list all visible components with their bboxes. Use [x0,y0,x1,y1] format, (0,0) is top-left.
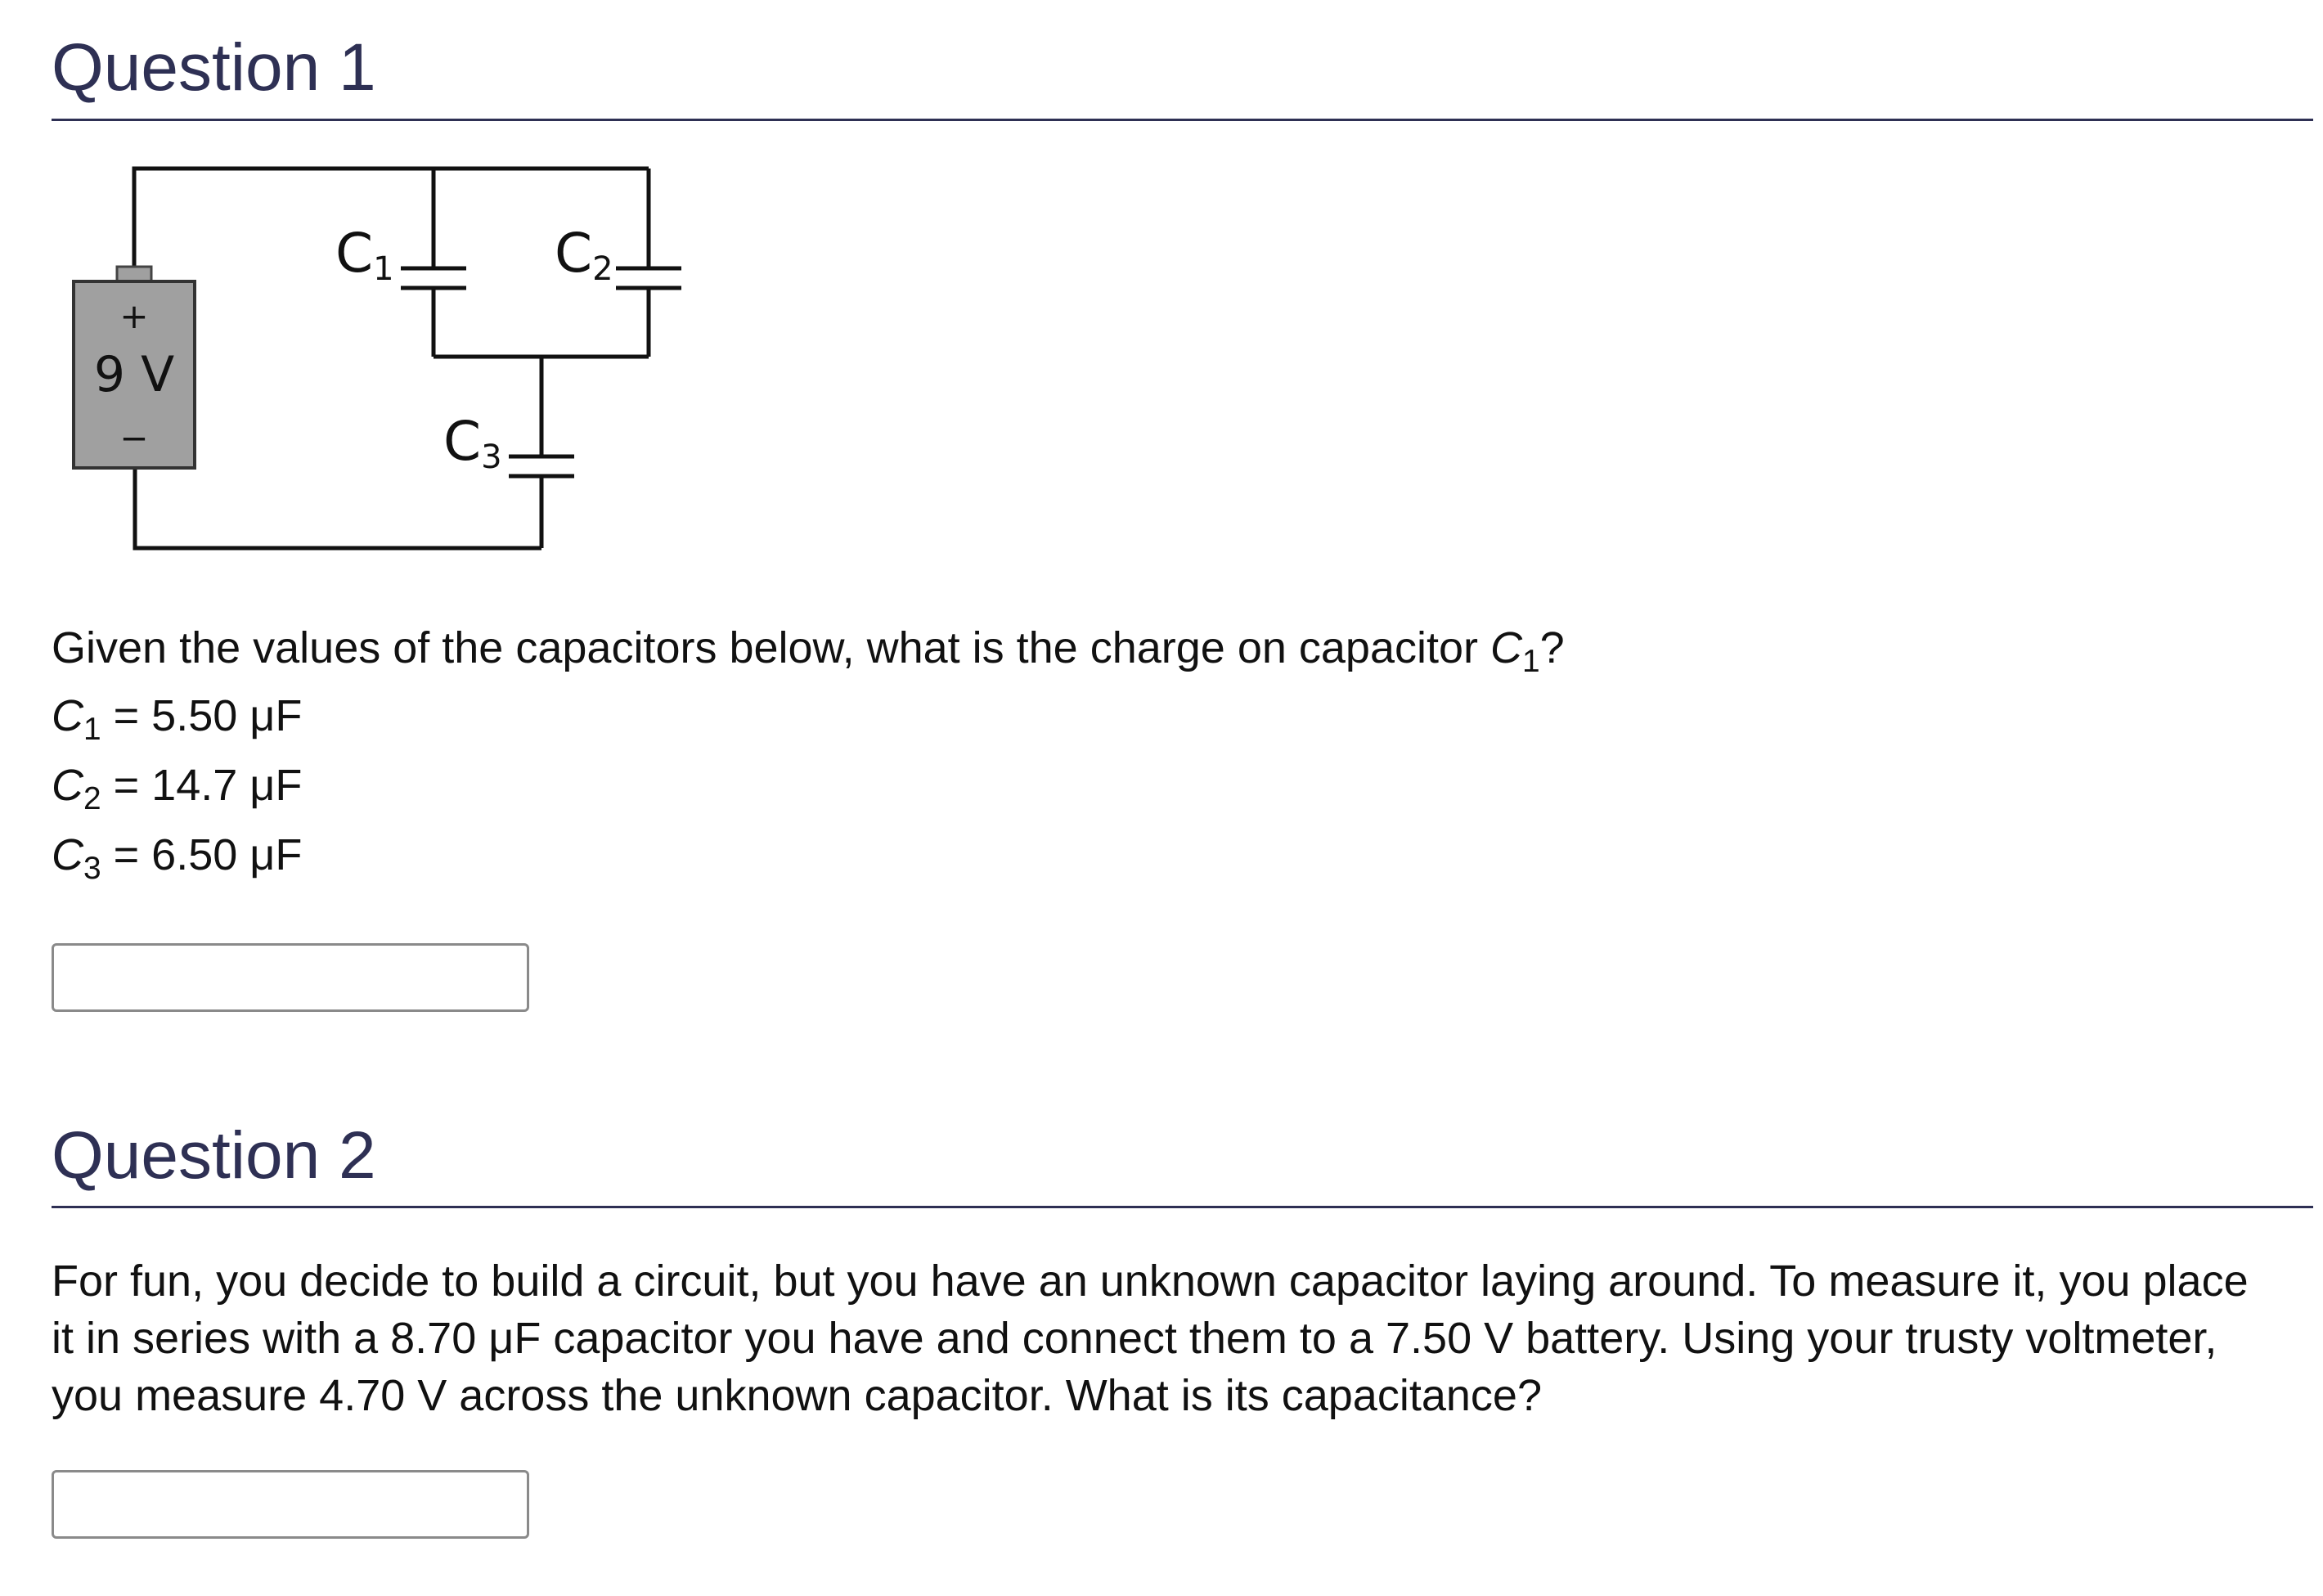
c2-label [555,222,613,288]
value-subscript: 2 [83,780,101,816]
c2-label-letter: C [555,222,593,285]
value-variable: C [52,761,83,810]
question-2-line-2: it in series with a 8.70 μF capacitor you have and connect them to a 7.50 V battery. Using your trusty voltmeter, [52,1314,2217,1363]
battery-voltage-label: 9 V [93,346,175,403]
capacitor-circuit-diagram [65,160,687,561]
value-subscript: 1 [83,711,101,747]
bottom-wire [135,468,541,548]
battery-terminal [117,267,151,281]
c1-label-subscript: 1 [373,250,394,288]
value-text: = 14.7 μF [101,761,303,810]
value-line-c1 [52,690,302,749]
question-1-prompt [52,622,1565,681]
prompt-variable: C [1490,623,1523,672]
battery-minus-sign: − [119,418,149,458]
c3-label-letter: C [443,410,482,473]
value-line-c2 [52,759,302,819]
question-1-divider [52,119,2313,121]
question-2-text [52,1252,2317,1424]
value-subscript: 3 [83,850,101,886]
value-text: = 6.50 μF [101,830,303,879]
question-1-heading: Question 1 [52,30,376,105]
question-1-answer-input[interactable] [52,943,529,1012]
prompt-text: Given the values of the capacitors below, what is the charge on capacitor [52,623,1491,672]
c3-label-subscript: 3 [481,438,502,476]
value-text: = 5.50 μF [101,691,303,740]
c1-label-letter: C [335,222,374,285]
question-2-divider [52,1206,2313,1208]
value-variable: C [52,691,83,740]
prompt-variable-subscript: 1 [1522,643,1540,679]
value-line-c3 [52,829,302,888]
question-2-heading: Question 2 [52,1118,376,1193]
question-2-line-3: you measure 4.70 V across the unknown capacitor. What is its capacitance? [52,1371,1542,1420]
c1-label [335,222,394,288]
value-variable: C [52,830,83,879]
c3-label [443,410,502,476]
question-2-answer-input[interactable] [52,1470,529,1539]
question-2-line-1: For fun, you decide to build a circuit, but you have an unknown capacitor laying around. To measure it, you place [52,1257,2249,1306]
battery-plus-sign: + [119,296,149,336]
c2-label-subscript: 2 [592,250,613,288]
prompt-question-mark: ? [1539,623,1565,672]
